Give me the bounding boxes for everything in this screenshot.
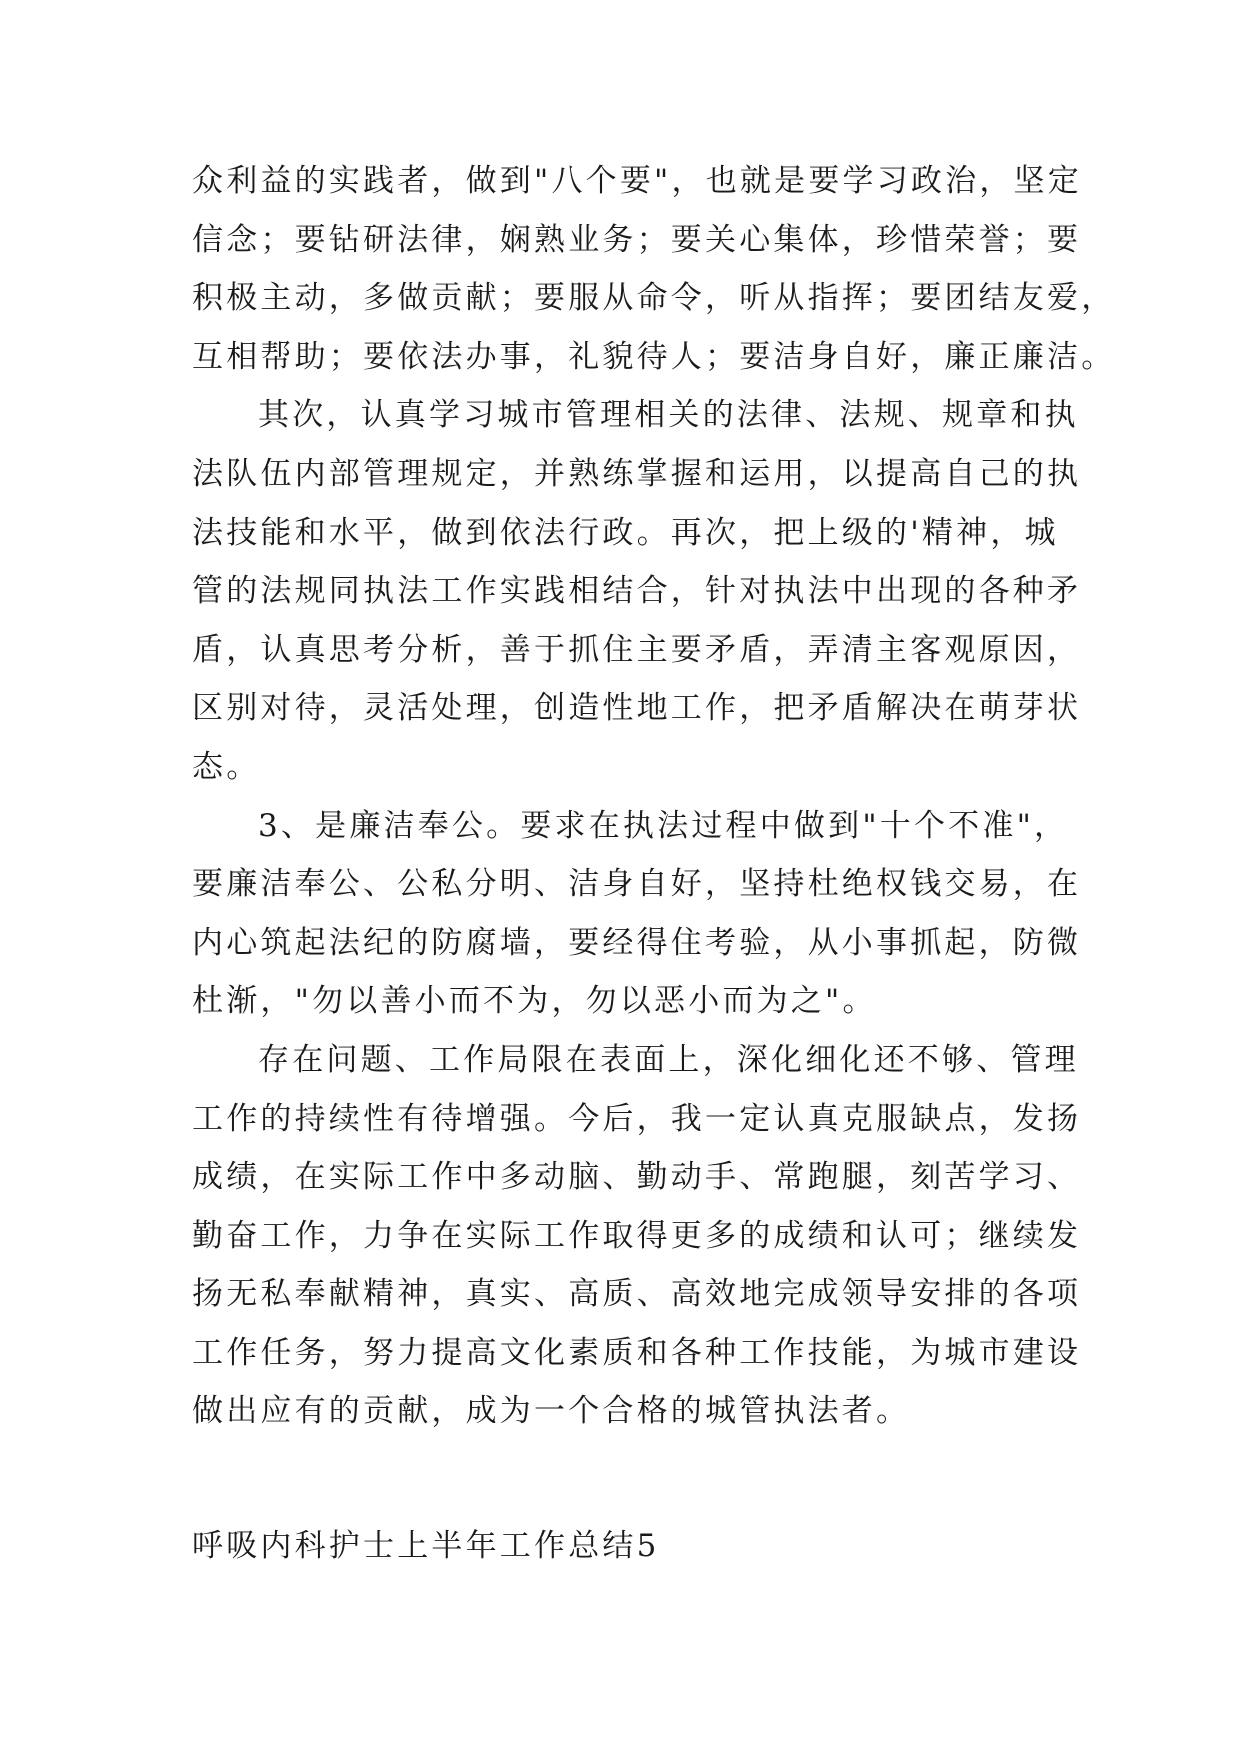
text-line: 法技能和水平，做到依法行政。再次，把上级的'精神，城 <box>192 514 1059 551</box>
text-line: 互相帮助；要依法办事，礼貌待人；要洁身自好，廉正廉洁。 <box>192 338 1116 375</box>
text-line: 法队伍内部管理规定，并熟练掌握和运用，以提高自己的执 <box>192 455 1082 492</box>
text-line: 其次，认真学习城市管理相关的法律、法规、规章和执 <box>258 397 1079 434</box>
text-line: 工作的持续性有待增强。今后，我一定认真克服缺点，发扬 <box>192 1100 1082 1137</box>
text-line: 存在问题、工作局限在表面上，深化细化还不够、管理 <box>258 1041 1079 1078</box>
paragraph <box>192 1031 1082 1441</box>
paragraph <box>192 797 1082 1031</box>
text-line: 盾，认真思考分析，善于抓住主要矛盾，弄清主客观原因， <box>192 631 1082 668</box>
text-line: 态。 <box>192 748 261 785</box>
text-line: 管的法规同执法工作实践相结合，针对执法中出现的各种矛 <box>192 573 1082 610</box>
text-line: 做出应有的贡献，成为一个合格的城管执法者。 <box>192 1393 911 1430</box>
text-line: 勤奋工作，力争在实际工作取得更多的成绩和认可；继续发 <box>192 1217 1082 1254</box>
text-line: 众利益的实践者，做到"八个要"，也就是要学习政治，坚定 <box>192 163 1082 199</box>
section-heading: 呼吸内科护士上半年工作总结5 <box>192 1528 660 1565</box>
paragraph <box>192 386 1082 796</box>
text-line: 成绩，在实际工作中多动脑、勤动手、常跑腿，刻苦学习、 <box>192 1159 1082 1196</box>
text-line: 工作任务，努力提高文化素质和各种工作技能，为城市建设 <box>192 1334 1082 1371</box>
document-body <box>192 152 1116 1576</box>
text-line: 区别对待，灵活处理，创造性地工作，把矛盾解决在萌芽状 <box>192 690 1082 727</box>
paragraph <box>192 152 1116 386</box>
text-line: 要廉洁奉公、公私分明、洁身自好，坚持杜绝权钱交易，在 <box>192 866 1082 903</box>
text-line: 积极主动，多做贡献；要服从命令，听从指挥；要团结友爱， <box>192 280 1116 317</box>
text-line: 杜渐，"勿以善小而不为，勿以恶小而为之"。 <box>192 983 877 1020</box>
text-line: 信念；要钻研法律，娴熟业务；要关心集体，珍惜荣誉；要 <box>192 221 1082 258</box>
text-line: 内心筑起法纪的防腐墙，要经得住考验，从小事抓起，防微 <box>192 924 1082 961</box>
text-line: 扬无私奉献精神，真实、高质、高效地完成领导安排的各项 <box>192 1276 1082 1313</box>
section-spacer <box>192 1441 1062 1517</box>
text-line: 3、是廉洁奉公。要求在执法过程中做到"十个不准"， <box>258 807 1069 844</box>
